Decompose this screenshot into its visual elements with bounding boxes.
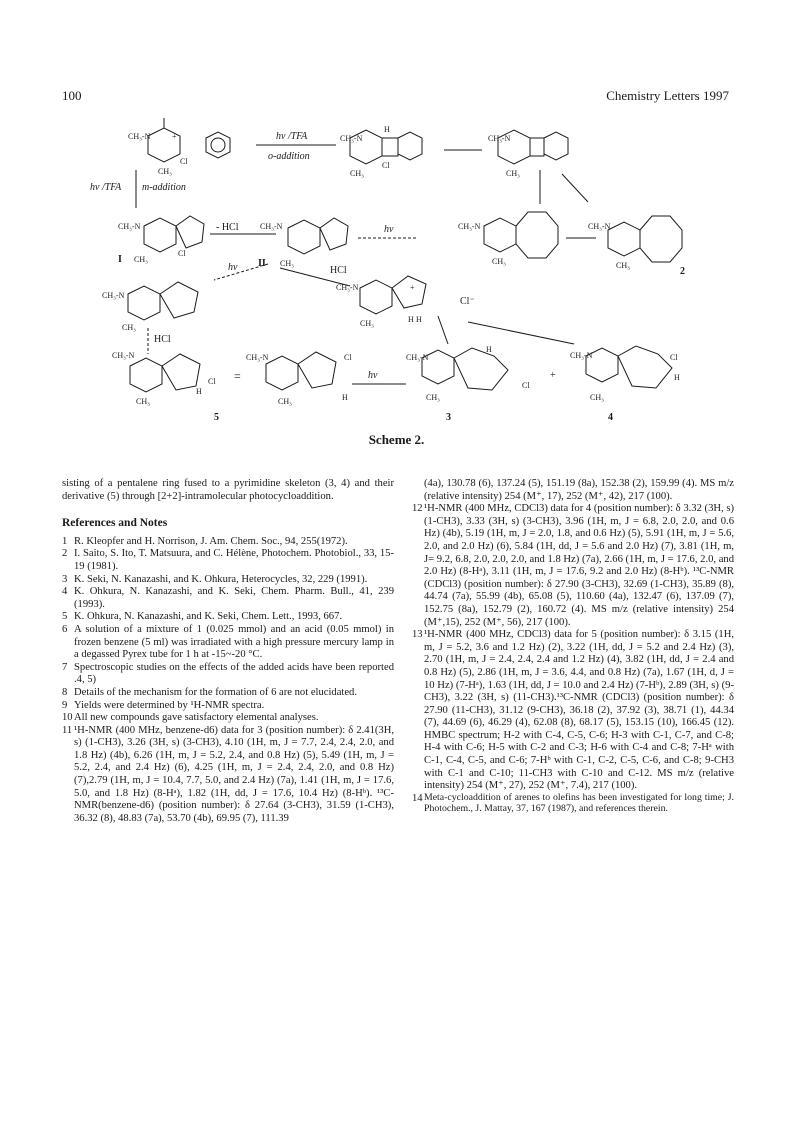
svg-text:+: + xyxy=(410,283,415,292)
svg-text:CH₃-N: CH₃-N xyxy=(260,222,283,231)
note-item: 12 ¹H-NMR (400 MHz, CDCl3) data for 4 (position number): δ 3.32 (3H, s) (1-CH3), 3.33 (3H, s) (3-CH3), 3.96 (1H, m, J = 6.8, 2.0, 2.0, and 0.6 Hz) (4b), 5.19 (1H, m, J = 2.0, 1.8, and 0.6 Hz) (5), 5.91 (1H, m, J = 5.6, 2.0, and 2.0 Hz) (6), 5.84 (1H, dd, J = 5.6 and 2.0 Hz) (7), 3.81 (1H, m, J= 9.2, 6.8, 2.0, 2.0, 2.0, and 1.8 Hz) (7a), 2.66 (1H, m, J = 17.6, 2.0, and 2.0 Hz) (8-Hᵃ), 3.11 (1H, m, J = 17.6, 9.2 and 2.0 Hz) (8-Hᵇ). ¹³C-NMR (CDCl3) (position number): δ 27.90 (3-CH3), 32.69 (1-CH3), 35.89 (8), 44.74 (7a), 55.99 (4b), 65.08 (5), 110.60 (4a), 132.47 (6), 137.09 (7), 152.75 (8a), 152.79 (2), 160.72 (4). MS m/z (relative intensity) 254 (M⁺,15), 252 (M⁺, 56), 217 (100). xyxy=(412,503,734,628)
section-title: References and Notes xyxy=(62,517,168,530)
reaction-scheme xyxy=(88,108,728,438)
note-continuation: (4a), 130.78 (6), 137.24 (5), 151.19 (8a), 152.38 (2), 159.99 (4). MS m/z (relative intensity) 254 (M⁺, 17), 252 (M⁺, 42), 217 (100). xyxy=(424,478,734,502)
note-item: 11 ¹H-NMR (400 MHz, benzene-d6) data for 3 (position number): δ 2.41(3H, s) (1-CH3), 3.26 (3H, s) (3-CH3), 4.10 (1H, m, J = 7.7, 2.4, 2.4, 2.0, and 1.8 Hz) (4b), 6.26 (1H, m, J = 5.2, 2.4, and 0.8 Hz) (5), 5.49 (1H, m, J = 5.2, 2.4, and 2.4 Hz) (6), 4.25 (1H, m, J = 2.4, 2.4, 2.0, and 0.8 Hz) (7),2.79 (1H, m, J = 10.4, 7.7, 5.0, and 2.4 Hz) (7a), 1.41 (1H, m, J = 17.6, 5.0, and 1.8 Hz) (8-Hᵃ), 1.82 (1H, dd, J = 17.6, 10.4 Hz) (8-Hᵇ). ¹³C-NMR(benzene-d6) (position number): δ 27.64 (3-CH3), 31.59 (1-CH3), 36.32 (8), 48.83 (7a), 53.70 (4b), 69.95 (7), 111.39 xyxy=(62,724,394,824)
svg-text:CH₃: CH₃ xyxy=(280,259,294,268)
svg-text:Cl: Cl xyxy=(522,381,530,390)
svg-text:=: = xyxy=(234,369,241,383)
svg-text:CH₃: CH₃ xyxy=(506,169,520,178)
note-item: 2 I. Saito, S. Ito, T. Matsuura, and C. Hélène, Photochem. Photobiol., 33, 15-19 (1981). xyxy=(62,548,394,572)
svg-text:m-addition: m-addition xyxy=(142,182,186,193)
svg-text:hν: hν xyxy=(384,224,394,235)
note-item: 9 Yields were determined by ¹H-NMR spectra. xyxy=(62,699,265,711)
svg-text:Cl: Cl xyxy=(670,353,678,362)
svg-text:Cl⁻: Cl⁻ xyxy=(460,296,475,307)
note-item: 7 Spectroscopic studies on the effects of the added acids have been reported .4, 5) xyxy=(62,661,394,686)
note-item: 14 Meta-cycloaddition of arenes to olefins has been investigated for long time; J. Photochem., J. Mattay, 37, 167 (1987), and references therein. xyxy=(412,791,734,814)
svg-text:H: H xyxy=(408,315,414,324)
svg-text:Cl: Cl xyxy=(178,249,186,258)
intro-paragraph: sisting of a pentalene ring fused to a pyrimidine skeleton (3, 4) and their derivative (5) through [2+2]-intramolecular photocycloaddition. xyxy=(62,478,394,502)
svg-text:CH₃: CH₃ xyxy=(360,319,374,328)
page-number: 100 xyxy=(62,88,82,103)
svg-text:CH₃: CH₃ xyxy=(278,397,292,406)
note-item: 6 A solution of a mixture of 1 (0.025 mmol) and an acid (0.05 mmol) in frozen benzene (5 ml) was irradiated with a high pressure mercury lamp in a degassed Pyrex tube for 1 h at -15~-20 °C. xyxy=(62,623,394,661)
svg-text:Cl: Cl xyxy=(382,161,390,170)
svg-text:CH₃-N: CH₃-N xyxy=(246,353,269,362)
svg-text:Cl: Cl xyxy=(344,353,352,362)
svg-text:H: H xyxy=(196,387,202,396)
svg-text:H: H xyxy=(486,345,492,354)
journal-name: Chemistry Letters 1997 xyxy=(606,88,729,103)
note-item: 5 K. Ohkura, N. Kanazashi, and K. Seki, Chem. Lett., 1993, 667. xyxy=(62,611,343,623)
note-item: 13 ¹H-NMR (400 MHz, CDCl3) data for 5 (position number): δ 3.15 (1H, m, J = 5.2, 3.6 and 1.2 Hz) (2), 3.22 (1H, dd, J = 5.2 and 2.4 Hz) (3), 2.70 (1H, m, J = 2.4, 2.4, 2.4 and 1.2 Hz) (4), 3.82 (1H, dd, J = 2.4 and 0.8 Hz) (5), 2.86 (1H, m, J = 3.6, 4.4, and 0.8 Hz) (7a), 1.67 (1H, d, J = 10 Hz) (7-Hᵃ), 1.63 (1H, dd, J = 10.0 and 2.4 Hz) (7-Hᵇ), 2.89 (3H, s) (9-CH3), 3.22 (3H, s) (11-CH3).¹³C-NMR (CDCl3) (position number): δ 27.90 (11-CH3), 31.12 (9-CH3), 36.18 (2), 37.92 (3), 38.71 (1), 44.34 (7), 44.69 (6), 46.29 (4), 62.08 (8), 68.17 (5), 153.15 (10), 166.45 (12). HMBC spectrum; H-2 with C-4, C-5, C-6; H-3 with C-1, C-7, and C-8; H-4 with C-6; H-5 with C-2 and C-3; H-6 with C-4 and C-8; 7-Hᵃ with C-1, C-4, C-5, and C-6; 7-Hᵇ with C-1, C-2, C-5, C-6, and C-8; 9-CH3 with C-1 and C-10; 11-CH3 with C-10 and C-12. MS m/z (relative intensity) 254 (M⁺, 27), 252 (M⁺, 7.4), 217 (100). xyxy=(412,629,734,792)
svg-text:CH₃-N: CH₃-N xyxy=(588,222,611,231)
note-item: 8 Details of the mechanism for the formation of 6 are not elucidated. xyxy=(62,686,357,698)
svg-text:H: H xyxy=(384,125,390,134)
svg-text:4: 4 xyxy=(608,412,613,423)
svg-text:II: II xyxy=(258,258,266,269)
svg-text:hν /TFA: hν /TFA xyxy=(276,131,308,142)
note-item: 1 R. Kleopfer and H. Norrison, J. Am. Chem. Soc., 94, 255(1972). xyxy=(62,535,348,547)
notes-list-left xyxy=(62,536,394,826)
svg-text:CH₃-N: CH₃-N xyxy=(118,222,141,231)
svg-text:CH₃-N: CH₃-N xyxy=(102,291,125,300)
svg-text:+: + xyxy=(550,370,556,381)
svg-text:- HCl: - HCl xyxy=(216,222,239,233)
svg-text:CH₃-N: CH₃-N xyxy=(112,351,135,360)
note-item: 4 K. Ohkura, N. Kanazashi, and K. Seki, Chem. Pharm. Bull., 41, 239 (1993). xyxy=(62,586,394,610)
svg-text:CH₃-N: CH₃-N xyxy=(488,134,511,143)
svg-text:CH₃: CH₃ xyxy=(134,255,148,264)
svg-text:HCl: HCl xyxy=(154,334,171,345)
svg-text:CH₃-N: CH₃-N xyxy=(128,132,151,141)
svg-text:Cl: Cl xyxy=(180,157,188,166)
svg-text:HCl: HCl xyxy=(330,265,347,276)
svg-text:CH₃: CH₃ xyxy=(492,257,506,266)
svg-text:CH₃: CH₃ xyxy=(136,397,150,406)
svg-text:CH₃-N: CH₃-N xyxy=(406,353,429,362)
svg-text:CH₃-N: CH₃-N xyxy=(340,134,363,143)
svg-text:+: + xyxy=(172,132,177,141)
svg-text:hν /TFA: hν /TFA xyxy=(90,182,122,193)
svg-text:hν: hν xyxy=(368,370,378,381)
right-column xyxy=(412,478,734,814)
note-item: 3 K. Seki, N. Kanazashi, and K. Ohkura, Heterocycles, 32, 229 (1991). xyxy=(62,573,368,585)
scheme-caption: Scheme 2. xyxy=(368,432,425,447)
svg-text:CH₃-N: CH₃-N xyxy=(570,351,593,360)
svg-text:CH₃: CH₃ xyxy=(158,167,172,176)
svg-text:Cl: Cl xyxy=(208,377,216,386)
svg-text:3: 3 xyxy=(446,412,451,423)
svg-text:2: 2 xyxy=(680,266,685,277)
svg-text:H: H xyxy=(342,393,348,402)
svg-text:CH₃-N: CH₃-N xyxy=(458,222,481,231)
svg-text:CH₃: CH₃ xyxy=(426,393,440,402)
svg-text:hν: hν xyxy=(228,262,238,273)
svg-text:5: 5 xyxy=(214,412,219,423)
svg-text:CH₃: CH₃ xyxy=(616,261,630,270)
svg-text:CH₃-N: CH₃-N xyxy=(336,283,359,292)
svg-text:CH₃: CH₃ xyxy=(350,169,364,178)
note-item: 10 All new compounds gave satisfactory elemental analyses. xyxy=(62,712,319,724)
svg-text:o-addition: o-addition xyxy=(268,151,310,162)
svg-text:H: H xyxy=(674,373,680,382)
left-column xyxy=(62,478,394,825)
svg-text:CH₃: CH₃ xyxy=(122,323,136,332)
svg-text:I: I xyxy=(118,254,122,265)
svg-text:CH₃: CH₃ xyxy=(590,393,604,402)
svg-text:H: H xyxy=(416,315,422,324)
